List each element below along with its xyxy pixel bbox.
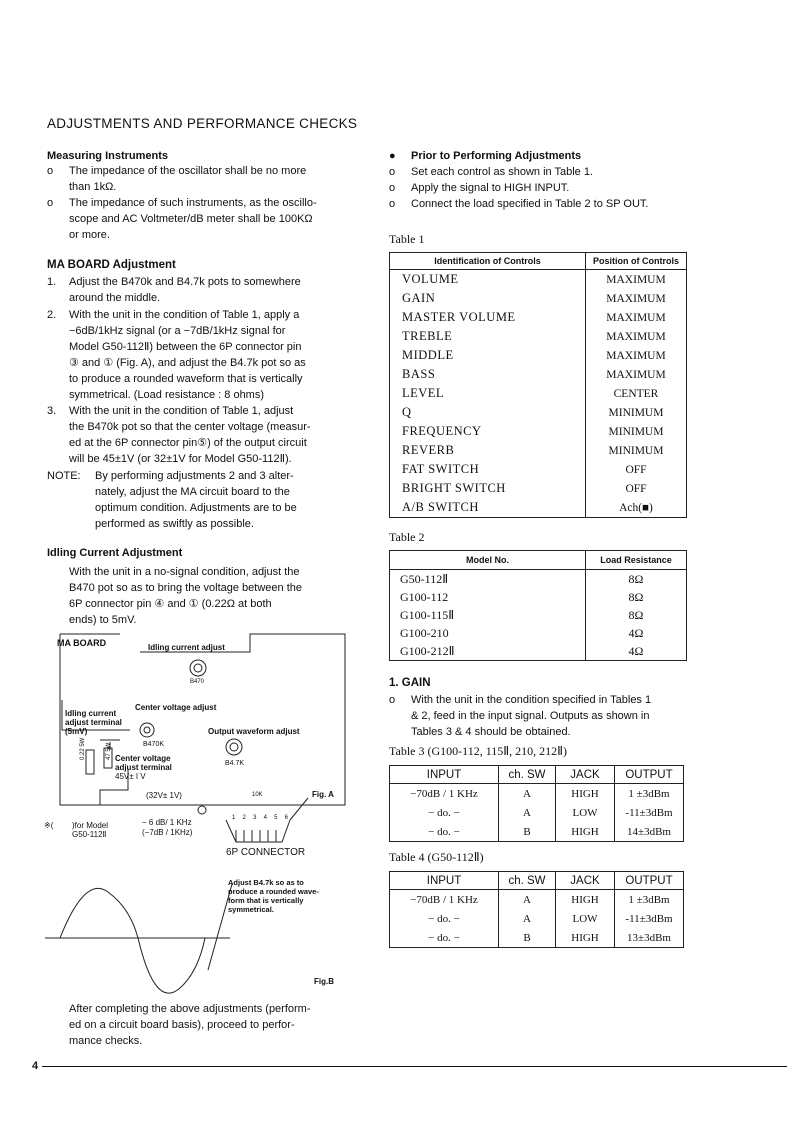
table-header: [390, 872, 684, 890]
column-header: JACK: [556, 872, 615, 890]
table-row: [390, 909, 684, 928]
fig-a-resistor2: 47 5W: [106, 742, 112, 760]
table-row: [390, 570, 687, 589]
cell: 8Ω: [586, 606, 687, 624]
fig-a-board-label: MA BOARD: [57, 638, 107, 648]
line: The impedance of the oscillator shall be no more: [69, 165, 307, 177]
line: G50-112Ⅱ: [72, 830, 107, 839]
line: With the unit in the condition of Table 1, adjust: [69, 405, 294, 417]
line: mance checks.: [69, 1035, 143, 1047]
fig-a-pins: [232, 815, 288, 821]
fig-a-center-terminal: [115, 754, 172, 781]
pin-label: 6: [284, 815, 288, 821]
line: or more.: [69, 229, 110, 241]
line: Center voltage: [115, 754, 171, 763]
note: [47, 468, 347, 532]
column-header: OUTPUT: [615, 872, 684, 890]
cell: A: [499, 909, 556, 928]
cell: LOW: [556, 803, 615, 822]
line: scope and AC Voltmeter/dB meter shall be 100KΩ: [69, 213, 313, 225]
line: adjust terminal: [65, 718, 122, 727]
fig-a-idling-terminal: [65, 709, 122, 736]
fig-b-label: Fig.B: [314, 977, 334, 986]
table-4: [389, 871, 684, 948]
cell: CENTER: [586, 384, 687, 403]
table-row: [390, 928, 684, 948]
line: Idling current: [65, 709, 117, 718]
line: The impedance of such instruments, as the oscillo-: [69, 197, 317, 209]
table-row: [390, 422, 687, 441]
table-1: [389, 252, 687, 518]
bullet: o: [389, 182, 396, 194]
prior-heading: Prior to Performing Adjustments: [411, 150, 582, 162]
cell: 1 ±3dBm: [615, 784, 684, 804]
cell: A: [499, 784, 556, 804]
table-row: [390, 403, 687, 422]
line: (5mV): [65, 727, 88, 736]
fig-a-b470: B470: [190, 679, 205, 685]
table-row: [390, 588, 687, 606]
cell: A: [499, 803, 556, 822]
cell: BASS: [402, 367, 436, 381]
cell: − do. −: [428, 806, 460, 819]
column-header: INPUT: [390, 766, 499, 784]
line: optimum condition. Adjustments are to be: [95, 502, 297, 514]
column-header: ch. SW: [499, 872, 556, 890]
table-header: [390, 253, 687, 270]
cell: −70dB / 1 KHz: [410, 893, 478, 906]
cell: A/B SWITCH: [402, 500, 479, 514]
cell: A: [499, 890, 556, 910]
cell: 4Ω: [586, 624, 687, 642]
cell: MINIMUM: [586, 441, 687, 460]
line: to produce a rounded waveform that is vertically: [69, 373, 303, 385]
cell: 1 ±3dBm: [615, 890, 684, 910]
cell: − do. −: [428, 912, 460, 925]
cell: MAXIMUM: [586, 289, 687, 308]
line: B470 pot so as to bring the voltage between the: [69, 582, 302, 594]
cell: BRIGHT SWITCH: [402, 481, 506, 495]
line: 45V± I V: [115, 772, 146, 781]
line: − 6 dB/ 1 KHz: [142, 818, 192, 827]
cell: Q: [402, 405, 412, 419]
line: Set each control as shown in Table 1.: [411, 166, 594, 178]
table1-caption: Table 1: [389, 232, 425, 246]
fig-a-note-mark: ※(: [44, 821, 54, 830]
cell: -11±3dBm: [615, 803, 684, 822]
line: Adjust B4.7k so as to: [228, 878, 304, 887]
table2-caption: Table 2: [389, 530, 425, 544]
line: (−7dB / 1KHz): [142, 828, 193, 837]
line: Model G50-112Ⅱ) between the 6P connector pin: [69, 341, 302, 353]
cell: 13±3dBm: [615, 928, 684, 948]
cell: TREBLE: [402, 329, 453, 343]
line: & 2, feed in the input signal. Outputs as shown in: [411, 710, 650, 722]
line: symmetrical. (Load resistance : 8 ohms): [69, 389, 265, 401]
cell: MINIMUM: [586, 422, 687, 441]
cell: REVERB: [402, 443, 455, 457]
cell: HIGH: [556, 784, 615, 804]
column-header: Model No.: [390, 551, 586, 570]
line: Adjust the B470k and B4.7k pots to somewhere: [69, 276, 301, 288]
bullet: o: [47, 165, 54, 177]
fig-a-for-model: [72, 821, 108, 839]
fig-a-voltage-alt: (32V± 1V): [146, 791, 182, 800]
line: ed on a circuit board basis), proceed to perfor-: [69, 1019, 295, 1031]
line: Tables 3 & 4 should be obtained.: [411, 726, 571, 738]
line: 6P connector pin ④ and ① (0.22Ω at both: [69, 598, 272, 610]
cell: G100-212Ⅱ: [400, 643, 455, 658]
line: )for Model: [72, 821, 109, 830]
bullet: o: [389, 694, 396, 706]
cell: B: [499, 928, 556, 948]
table-row: [390, 327, 687, 346]
table-row: [390, 346, 687, 365]
line: adjust terminal: [115, 763, 172, 772]
fig-a-center-voltage-adjust: Center voltage adjust: [135, 703, 217, 712]
page-number: 4: [32, 1060, 39, 1072]
line: will be 45±1V (or 32±1V for Model G50-112Ⅱ).: [69, 453, 292, 465]
cell: MASTER VOLUME: [402, 310, 516, 324]
table-row: [390, 803, 684, 822]
table-row: [390, 308, 687, 327]
line: ed at the 6P connector pin⑤) of the output circuit: [69, 437, 307, 449]
cell: FAT SWITCH: [402, 462, 480, 476]
bullet: o: [389, 166, 396, 178]
column-header: ch. SW: [499, 766, 556, 784]
cell: Ach(■): [586, 498, 687, 518]
idling-text: [69, 564, 349, 628]
line: ③ and ① (Fig. A), and adjust the B4.7k pot so as: [69, 357, 306, 369]
table-row: [390, 460, 687, 479]
column-header: OUTPUT: [615, 766, 684, 784]
fig-a-b47k: B4.7K: [225, 760, 245, 767]
table4-caption: Table 4 (G50-112Ⅱ): [389, 850, 484, 864]
cell: G100-115Ⅱ: [400, 607, 455, 622]
cell: 4Ω: [586, 642, 687, 661]
cell: HIGH: [556, 890, 615, 910]
cell: HIGH: [556, 928, 615, 948]
line: form that is vertically: [228, 896, 304, 905]
line: −6dB/1kHz signal (or a −7dB/1kHz signal for: [69, 325, 286, 337]
cell: 8Ω: [586, 570, 687, 589]
cell: -11±3dBm: [615, 909, 684, 928]
prior-item: [389, 180, 689, 196]
note-label: NOTE:: [47, 470, 81, 482]
prior-item: [389, 196, 689, 212]
fig-a-10k: 10K: [252, 792, 263, 798]
pin-label: 3: [253, 815, 257, 821]
measuring-heading: Measuring Instruments: [47, 150, 169, 162]
pin-label: 4: [263, 815, 267, 821]
line: With the unit in the condition of Table 1, apply a: [69, 309, 300, 321]
line: around the middle.: [69, 292, 161, 304]
idling-heading: Idling Current Adjustment: [47, 547, 183, 559]
table3-caption: Table 3 (G100-112, 115Ⅱ, 210, 212Ⅱ): [389, 744, 568, 758]
line: than 1kΩ.: [69, 181, 117, 193]
table-row: [390, 384, 687, 403]
fig-a-b470k: B470K: [143, 741, 165, 748]
line: symmetrical.: [228, 905, 274, 914]
table-row: [390, 441, 687, 460]
fig-a-output-waveform-adjust: Output waveform adjust: [208, 727, 300, 736]
cell: −70dB / 1 KHz: [410, 787, 478, 800]
cell: G50-112Ⅱ: [400, 571, 449, 586]
after-text: [69, 1001, 349, 1049]
ma-item-1: [47, 274, 347, 306]
cell: GAIN: [402, 291, 436, 305]
prior-item: [389, 164, 689, 180]
table-row: [390, 890, 684, 910]
line: ends) to 5mV.: [69, 614, 137, 626]
table-row: [390, 606, 687, 624]
column-header: Identification of Controls: [390, 253, 586, 270]
cell: MAXIMUM: [586, 327, 687, 346]
cell: G100-210: [400, 625, 449, 640]
table-header: [390, 766, 684, 784]
fig-a-idling-adjust: Idling current adjust: [148, 643, 225, 652]
ma-board-heading: MA BOARD Adjustment: [47, 259, 176, 271]
page-title: ADJUSTMENTS AND PERFORMANCE CHECKS: [47, 116, 358, 131]
ma-item-3: [47, 403, 347, 467]
cell: 14±3dBm: [615, 822, 684, 842]
cell: MAXIMUM: [586, 365, 687, 384]
footer-rule: [42, 1066, 787, 1067]
fig-a-connector: 6P CONNECTOR: [226, 847, 306, 858]
fig-a-signal: [142, 818, 192, 838]
cell: OFF: [586, 460, 687, 479]
measuring-item: [47, 195, 347, 243]
cell: 8Ω: [586, 588, 687, 606]
line: With the unit in the condition specified in Tables 1: [411, 694, 652, 706]
cell: HIGH: [556, 822, 615, 842]
line: performed as swiftly as possible.: [95, 518, 254, 530]
cell: MAXIMUM: [586, 270, 687, 290]
column-header: Position of Controls: [586, 253, 687, 270]
table-row: [390, 479, 687, 498]
prior-heading-row: [389, 148, 689, 164]
table-row: [390, 822, 684, 842]
fig-b-note: [228, 878, 319, 914]
pin-label: 5: [274, 815, 278, 821]
bullet: o: [389, 198, 396, 210]
item-number: 3.: [47, 405, 57, 417]
column-header: Load Resistance: [586, 551, 687, 570]
line: By performing adjustments 2 and 3 alter-: [95, 470, 294, 482]
fig-a-label: Fig. A: [312, 790, 334, 799]
cell: LEVEL: [402, 386, 445, 400]
cell: LOW: [556, 909, 615, 928]
column-header: INPUT: [390, 872, 499, 890]
pin-label: 2: [242, 815, 246, 821]
cell: − do. −: [428, 931, 460, 944]
fig-a-resistor1: 0.22 5W: [80, 737, 86, 760]
measuring-item: [47, 163, 347, 195]
gain-item: [389, 692, 689, 740]
column-header: JACK: [556, 766, 615, 784]
item-number: 2.: [47, 309, 57, 321]
table-row: [390, 365, 687, 384]
line: produce a rounded wave-: [228, 887, 319, 896]
cell: G100-112: [400, 589, 449, 604]
table-3: [389, 765, 684, 842]
line: Apply the signal to HIGH INPUT.: [411, 182, 570, 194]
cell: B: [499, 822, 556, 842]
line: nately, adjust the MA circuit board to the: [95, 486, 290, 498]
dot-bullet: ●: [389, 150, 396, 162]
table-row: [390, 642, 687, 661]
cell: OFF: [586, 479, 687, 498]
gain-heading: 1. GAIN: [389, 677, 431, 689]
cell: VOLUME: [402, 272, 459, 286]
cell: − do. −: [428, 825, 460, 838]
table-row: [390, 498, 687, 518]
cell: FREQUENCY: [402, 424, 482, 438]
cell: MAXIMUM: [586, 346, 687, 365]
item-number: 1.: [47, 276, 57, 288]
cell: MIDDLE: [402, 348, 454, 362]
cell: MINIMUM: [586, 403, 687, 422]
table-row: [390, 624, 687, 642]
line: After completing the above adjustments (perform-: [69, 1003, 311, 1015]
table-2: [389, 550, 687, 661]
line: Connect the load specified in Table 2 to SP OUT.: [411, 198, 649, 210]
bullet: o: [47, 197, 54, 209]
table-row: [390, 289, 687, 308]
line: the B470k pot so that the center voltage (measur-: [69, 421, 311, 433]
table-header: [390, 551, 687, 570]
cell: MAXIMUM: [586, 308, 687, 327]
ma-item-2: [47, 307, 347, 403]
table-row: [390, 784, 684, 804]
pin-label: 1: [232, 815, 236, 821]
table-row: [390, 270, 687, 290]
line: With the unit in a no-signal condition, adjust the: [69, 566, 300, 578]
